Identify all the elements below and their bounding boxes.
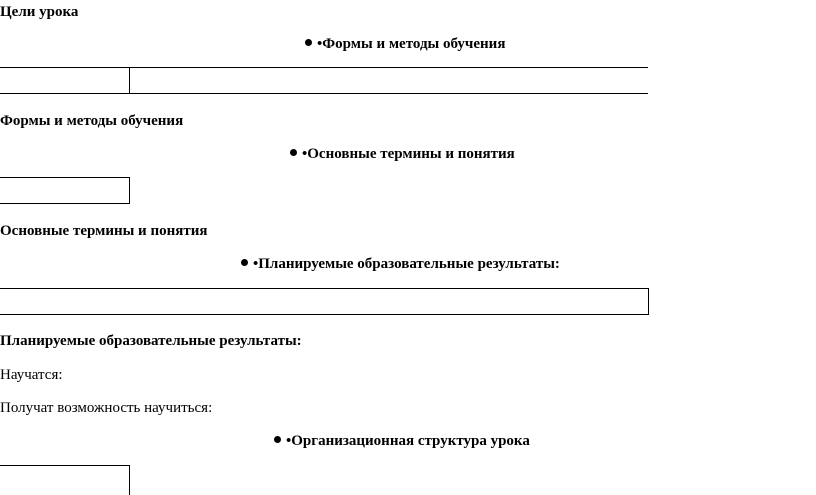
bullet-dot-icon	[241, 259, 248, 266]
section-heading-key-terms: Основные термины и понятия	[0, 223, 208, 239]
outcome-will-get-opportunity: Получат возможность научиться:	[0, 400, 213, 416]
bullet-item-planned-results	[241, 255, 560, 273]
section-heading-lesson-goals: Цели урока	[0, 4, 79, 20]
bullet-dot-icon	[274, 436, 281, 443]
bullet-symbol: •	[302, 146, 308, 162]
bullet-text: Основные термины и понятия	[307, 146, 515, 162]
bullet-text: Организационная структура урока	[291, 433, 530, 449]
bullet-symbol: •	[286, 433, 292, 449]
bullet-symbol: •	[253, 256, 259, 272]
section-heading-planned-results: Планируемые образовательные результаты:	[0, 333, 302, 349]
bullet-item-lesson-structure	[274, 432, 530, 450]
bullet-symbol: •	[317, 36, 323, 52]
bullet-dot-icon	[305, 39, 312, 46]
table-cell	[0, 177, 130, 204]
table-cell-divider	[129, 67, 130, 94]
bullet-item-key-terms	[290, 145, 515, 163]
outcome-will-learn: Научатся:	[0, 367, 63, 383]
section-heading-forms-methods: Формы и методы обучения	[0, 113, 184, 129]
bullet-text: Планируемые образовательные результаты:	[258, 256, 560, 272]
table-row	[0, 67, 648, 94]
bullet-text: Формы и методы обучения	[322, 36, 506, 52]
bullet-dot-icon	[290, 149, 297, 156]
table-row	[0, 288, 649, 315]
bullet-item-forms-methods	[305, 35, 505, 53]
